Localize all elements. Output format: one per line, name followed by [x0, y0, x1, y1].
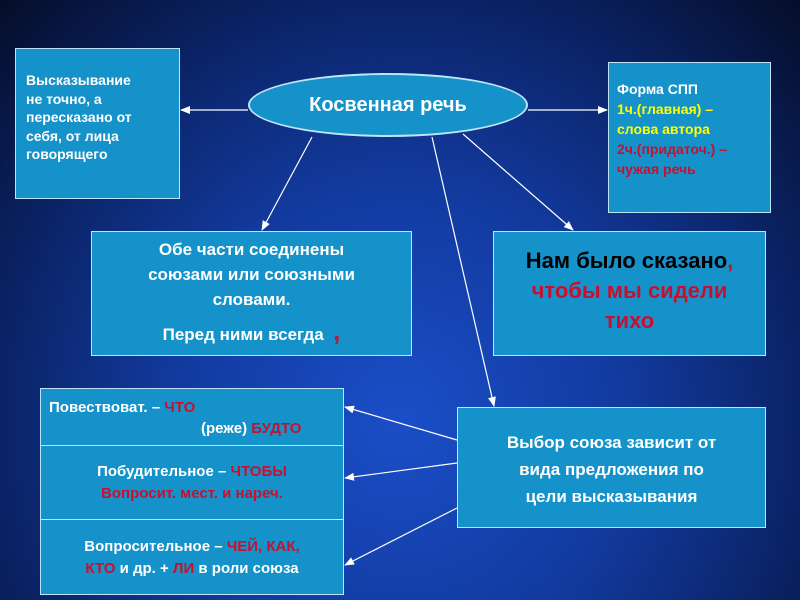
- comma-rule: [92, 316, 411, 347]
- center-title: Косвенная речь: [309, 93, 467, 116]
- narrative-line: [49, 397, 343, 418]
- form-title: Форма СПП: [617, 81, 698, 97]
- center-oval: [248, 73, 528, 137]
- interrogative-conj: ЧЕЙ, КАК,: [226, 538, 300, 555]
- sentence-types-stack: [40, 388, 344, 595]
- arrow-to-example: [463, 134, 573, 230]
- arrow-to-choice: [432, 137, 494, 406]
- interrogative-label: Вопросительное –: [84, 538, 227, 555]
- choice-line: вида предложения по: [519, 460, 704, 479]
- conjunctions-box: [91, 231, 412, 356]
- conjunctions-line: Обе части соединены: [158, 240, 345, 259]
- example-comma: ,: [727, 248, 734, 273]
- example-sub-clause: чтобы мы сидели: [531, 278, 728, 303]
- interrogative-line: [41, 536, 343, 558]
- form-main-desc: слова автора: [617, 121, 710, 137]
- arrow-to-imperative: [345, 463, 457, 478]
- interrogative-cell: [41, 520, 343, 595]
- comma-mark: ,: [333, 316, 341, 346]
- conjunction-choice-box: [457, 407, 766, 528]
- example-line: [494, 246, 765, 276]
- form-main-part: 1ч.(главная) –: [617, 101, 713, 117]
- form-sub-part: 2ч.(придаточ.) –: [617, 141, 727, 157]
- definition-box: [15, 48, 180, 199]
- imperative-conj: ЧТОБЫ: [230, 463, 287, 480]
- example-main-clause: Нам было сказано: [525, 248, 728, 273]
- definition-line: Высказывание: [26, 72, 131, 88]
- arrow-to-conjunctions: [262, 137, 312, 230]
- conjunctions-line: словами.: [212, 290, 291, 309]
- form-box: [608, 62, 771, 213]
- narrative-label: Повествоват. –: [49, 399, 165, 416]
- narrative-cell: [41, 389, 343, 446]
- interrogative-line-2: [41, 558, 343, 580]
- form-sub-desc: чужая речь: [617, 161, 696, 177]
- interrogative-li: ЛИ: [172, 560, 195, 577]
- definition-line: пересказано от: [26, 109, 132, 125]
- interrogative-mid: и др. +: [115, 560, 173, 577]
- definition-line: не точно, а: [26, 90, 102, 107]
- arrow-to-interrogative: [345, 508, 457, 565]
- narrative-rare-conj: БУДТО: [251, 420, 302, 437]
- interrogative-tail: в роли союза: [194, 560, 299, 577]
- narrative-rare: (реже): [201, 420, 252, 437]
- arrow-to-narrative: [345, 407, 457, 440]
- conjunctions-line: союзами или союзными: [148, 265, 355, 284]
- choice-line: цели высказывания: [525, 487, 698, 506]
- definition-line: себя, от лица: [26, 127, 119, 144]
- example-box: [493, 231, 766, 356]
- interrogative-words-note: Вопросит. мест. и нареч.: [101, 485, 283, 502]
- interrogative-kto: КТО: [85, 560, 116, 577]
- comma-rule-text: Перед ними всегда: [162, 325, 324, 344]
- imperative-line: [41, 461, 343, 483]
- choice-line: Выбор союза зависит от: [506, 433, 717, 452]
- narrative-conj: ЧТО: [164, 399, 196, 416]
- narrative-line-2: [49, 418, 343, 439]
- example-sub-clause-end: тихо: [604, 308, 655, 333]
- imperative-label: Побудительное –: [97, 463, 231, 480]
- imperative-cell: [41, 446, 343, 520]
- definition-line: говорящего: [26, 146, 108, 162]
